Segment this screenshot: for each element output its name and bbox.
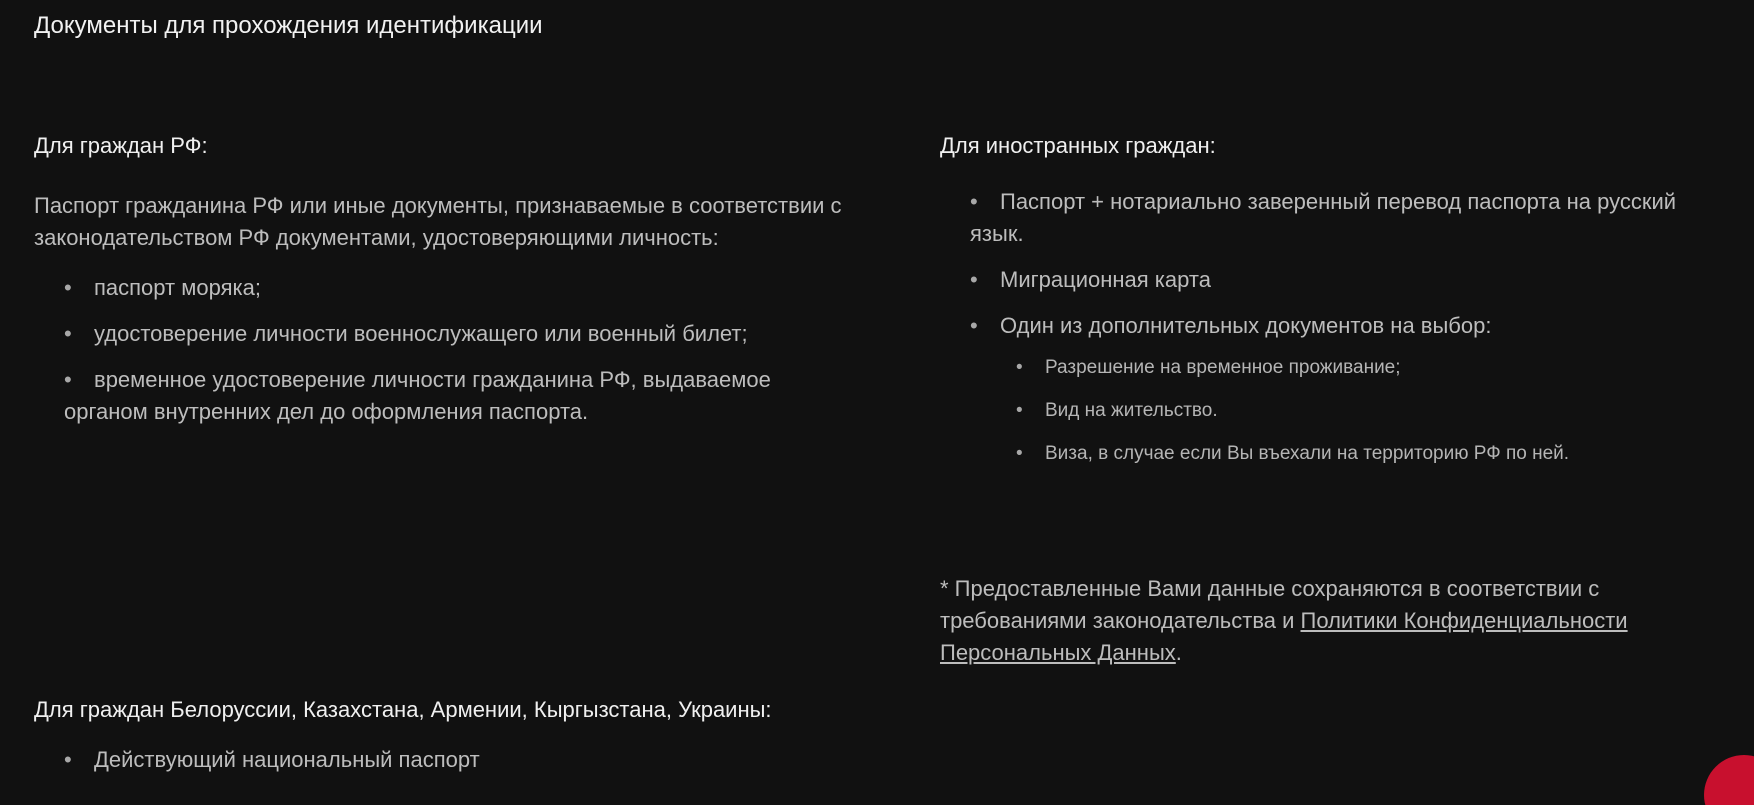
list-item: • Разрешение на временное проживание;	[1016, 354, 1730, 382]
foreign-citizens-section	[940, 130, 1730, 483]
cis-citizens-heading: Для граждан Белоруссии, Казахстана, Армении, Кыргызстана, Украины:	[34, 697, 772, 722]
privacy-policy-link[interactable]: Политики Конфиденциальности Персональных Данных	[940, 608, 1628, 665]
list-item	[970, 310, 1730, 342]
list-item: • временное удостоверение личности гражданина РФ, выдаваемое органом внутренних дел до оформления паспорта.	[64, 364, 854, 428]
foreign-documents-list	[940, 186, 1730, 342]
list-item-label: Один из дополнительных документов на выбор:	[1000, 313, 1492, 338]
additional-documents-list	[940, 354, 1730, 468]
rf-citizens-intro: Паспорт гражданина РФ или иные документы, признаваемые в соответствии с законодательством РФ документами, удостоверяющими личность:	[34, 193, 842, 250]
list-item: • паспорт моряка;	[64, 272, 854, 304]
page-title: Документы для прохождения идентификации	[34, 12, 543, 39]
privacy-note	[940, 573, 1720, 669]
list-item: • Действующий национальный паспорт	[64, 744, 1034, 776]
list-item: • Вид на жительство.	[1016, 397, 1730, 425]
privacy-note-text: * Предоставленные Вами данные сохраняются в соответствии с требованиями законодательства и	[940, 576, 1600, 633]
chat-widget-button[interactable]	[1704, 755, 1754, 805]
rf-citizens-section	[34, 130, 854, 442]
foreign-citizens-heading: Для иностранных граждан:	[940, 133, 1216, 158]
rf-citizens-heading: Для граждан РФ:	[34, 133, 208, 158]
list-item: • Паспорт + нотариально заверенный перевод паспорта на русский язык.	[970, 186, 1730, 250]
cis-citizens-section	[34, 694, 1034, 790]
cis-documents-list	[34, 744, 1034, 776]
privacy-note-suffix: .	[1175, 640, 1182, 665]
rf-documents-list	[34, 272, 854, 428]
list-item: • удостоверение личности военнослужащего или военный билет;	[64, 318, 854, 350]
list-item: • Миграционная карта	[970, 264, 1730, 296]
list-item: • Виза, в случае если Вы въехали на территорию РФ по ней.	[1016, 440, 1730, 468]
